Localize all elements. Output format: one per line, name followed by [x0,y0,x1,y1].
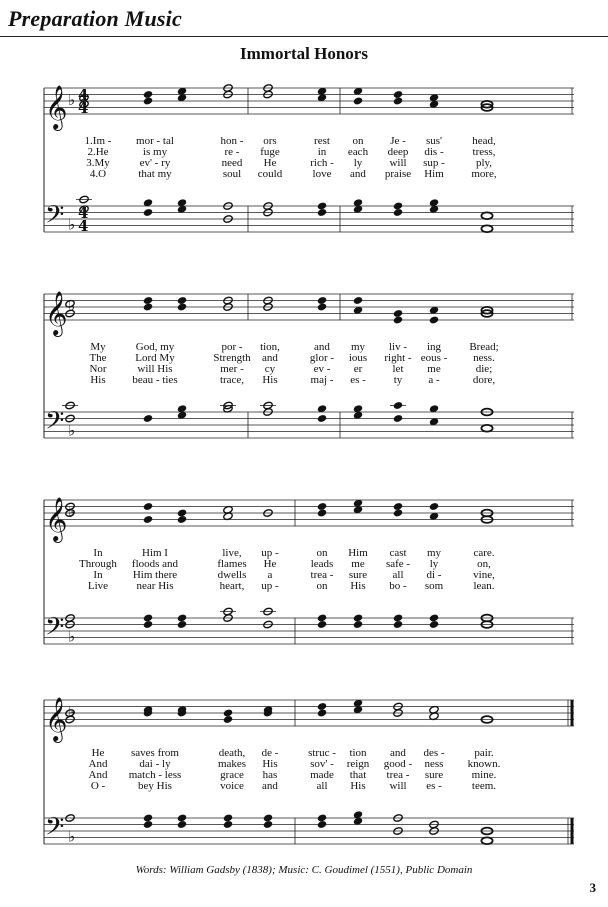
quarter-note-head [177,296,187,305]
quarter-note-head [429,315,439,324]
time-signature-top: 4 [78,86,89,104]
lyric-syllable: rest [314,135,330,147]
bass-clef-icon: 𝄢 [45,200,65,236]
lyric-syllable: His [350,780,366,792]
quarter-note-head [143,813,153,822]
lyric-syllable: fuge [260,146,280,158]
quarter-note-head [393,414,403,423]
quarter-note-head [177,302,187,311]
lyric-syllable: ious [348,352,368,364]
lyric-syllable: ness [424,758,444,770]
quarter-note-head [317,208,327,217]
quarter-note-head [143,208,153,217]
lyric-syllable: liv - [388,341,408,353]
lyric-syllable: could [257,168,283,180]
whole-note-head [481,225,492,232]
lyric-syllable: ev' - ry [139,157,171,169]
lyric-syllable: mor - tal [136,135,174,147]
quarter-note-head [353,620,363,629]
quarter-note-head [177,508,187,517]
lyric-syllable: leads [310,558,334,570]
key-signature-flat-icon: ♭ [68,297,76,315]
lyric-syllable: live, [222,547,242,559]
lyric-syllable: mer - [220,363,244,375]
quarter-note-head [143,302,153,311]
key-signature-flat-icon: ♭ [68,421,76,440]
lyric-syllable: that my [138,168,172,180]
lyric-syllable: bo - [389,580,407,592]
lyric-syllable: struc - [308,747,336,759]
quarter-note-head [393,90,403,99]
lyric-syllable: sus' [425,135,443,147]
lyric-syllable: His [262,758,278,770]
lyric-syllable: ply, [475,157,493,169]
lyric-syllable: In [93,569,103,581]
quarter-note-head [177,515,187,524]
lyric-syllable: sure [348,569,368,581]
lyric-syllable: reign [346,758,370,770]
lyric-syllable: near His [136,580,174,592]
lyric-syllable: and [262,780,278,792]
lyric-syllable: di - [426,569,442,581]
quarter-note-head [393,401,403,410]
key-signature-flat-icon: ♭ [68,503,76,521]
lyric-syllable: me [427,363,441,375]
lyric-syllable: Him I [142,547,168,559]
lyric-syllable: 4.O [89,168,107,180]
lyric-syllable: makes [217,758,247,770]
lyric-syllable: hon - [220,135,244,147]
lyric-syllable: heart, [219,580,245,592]
lyric-syllable: care. [473,547,495,559]
quarter-note-head [317,613,327,622]
footer-credit: Words: William Gadsby (1838); Music: C. Goudimel (1551), Public Domain [135,864,473,876]
lyric-syllable: saves from [131,747,179,759]
lyric-syllable: ors [263,135,277,147]
lyric-syllable: good - [383,758,413,770]
lyric-syllable: trea - [310,569,334,581]
lyric-syllable: 1.Im - [84,135,112,147]
lyric-syllable: His [90,374,106,386]
lyric-syllable: up - [261,580,279,592]
whole-note-head [481,425,492,432]
quarter-note-head [393,620,403,629]
quarter-note-head [143,96,153,105]
lyric-syllable: He [263,157,277,169]
lyric-syllable: known. [467,758,501,770]
quarter-note-head [263,813,273,822]
lyric-syllable: up - [261,547,279,559]
bass-clef-icon: 𝄢 [45,612,65,648]
lyric-syllable: vine, [473,569,495,581]
quarter-note-head [143,502,153,511]
page-header-title: Preparation Music [8,6,182,31]
lyric-syllable: Strength [213,352,251,364]
lyric-syllable: dai - ly [139,758,171,770]
lyric-syllable: sure [424,769,444,781]
quarter-note-head [429,620,439,629]
lyric-syllable: more, [471,168,497,180]
lyric-syllable: head, [472,135,496,147]
lyric-syllable: Him [424,168,444,180]
lyric-syllable: dis - [424,146,444,158]
lyric-syllable: and [390,747,406,759]
lyric-syllable: Live [87,580,109,592]
quarter-note-head [393,96,403,105]
treble-clef-icon: 𝄞 [45,497,68,541]
lyric-syllable: rich - [310,157,334,169]
lyric-syllable: cast [389,547,407,559]
lyric-syllable: soul [222,168,242,180]
quarter-note-head [393,508,403,517]
lyric-syllable: por - [221,341,243,353]
key-signature-flat-icon: ♭ [68,215,76,234]
lyric-syllable: er [353,363,363,375]
quarter-note-head [317,201,327,210]
lyric-syllable: in [317,146,327,158]
lyric-syllable: He [263,558,277,570]
quarter-note-head [317,508,327,517]
lyric-syllable: tion [349,747,367,759]
lyric-syllable: tion, [260,341,280,353]
lyric-syllable: and [314,341,330,353]
quarter-note-head [393,309,403,318]
quarter-note-head [317,296,327,305]
quarter-note-head [353,613,363,622]
key-signature-flat-icon: ♭ [68,703,76,721]
key-signature-flat-icon: ♭ [68,91,76,109]
lyric-syllable: trea - [386,769,410,781]
lyric-syllable: Through [79,558,117,570]
time-signature-bottom: 4 [78,217,89,235]
lyric-syllable: floods and [131,558,179,570]
lyric-syllable: glor - [309,352,335,364]
quarter-note-head [429,502,439,511]
lyric-syllable: a [267,569,273,581]
quarter-note-head [317,813,327,822]
lyric-syllable: love [312,168,332,180]
quarter-note-head [353,296,363,305]
lyric-syllable: beau - ties [132,374,178,386]
quarter-note-head [317,414,327,423]
lyric-syllable: will [389,780,407,792]
lyric-syllable: a - [428,374,440,386]
quarter-note-head [393,208,403,217]
lyric-syllable: His [350,580,366,592]
lyric-syllable: let [392,363,404,375]
lyric-syllable: 3.My [86,157,110,169]
quarter-note-head [177,620,187,629]
lyric-syllable: Nor [89,363,107,375]
lyric-syllable: on, [477,558,491,570]
quarter-note-head [223,820,233,829]
quarter-note-head [263,820,273,829]
quarter-note-head [143,613,153,622]
quarter-note-head [223,813,233,822]
lyric-syllable: bey His [138,780,172,792]
treble-clef-icon: 𝄞 [45,697,68,741]
lyric-syllable: on [316,547,328,559]
quarter-note-head [143,296,153,305]
lyric-syllable: right - [384,352,412,364]
lyric-syllable: on [316,580,328,592]
page-number: 3 [589,880,596,895]
time-signature-bottom: 4 [78,99,89,117]
lyric-syllable: es - [426,780,442,792]
lyric-syllable: And [88,758,108,770]
lyric-syllable: ing [426,341,442,353]
lyric-syllable: need [221,157,243,169]
lyric-syllable: Je - [390,135,406,147]
lyric-syllable: des - [423,747,445,759]
lyric-syllable: ev - [313,363,331,375]
bass-clef-icon: 𝄢 [45,812,65,848]
lyric-syllable: eous - [420,352,448,364]
treble-clef-icon: 𝄞 [45,85,68,129]
quarter-note-head [177,820,187,829]
lyric-syllable: flames [217,558,247,570]
quarter-note-head [143,820,153,829]
lyric-syllable: tress, [472,146,496,158]
lyric-syllable: ty [393,374,403,386]
treble-clef-icon: 𝄞 [45,291,68,335]
lyric-syllable: som [424,580,444,592]
quarter-note-head [393,315,403,324]
lyric-syllable: that [349,769,367,781]
lyric-syllable: trace, [219,374,245,386]
lyric-syllable: lean. [473,580,495,592]
quarter-note-head [429,613,439,622]
lyric-syllable: The [89,352,107,364]
lyric-syllable: deep [387,146,409,158]
quarter-note-head [317,820,327,829]
lyric-syllable: sov' - [310,758,334,770]
quarter-note-head [317,708,327,717]
lyric-syllable: dore, [472,374,496,386]
lyric-syllable: He [91,747,105,759]
lyric-syllable: grace [220,769,244,781]
quarter-note-head [223,708,233,717]
lyric-syllable: all [316,780,328,792]
lyric-syllable: me [351,558,365,570]
key-signature-flat-icon: ♭ [68,827,76,846]
lyric-syllable: dwells [217,569,247,581]
lyric-syllable: ness. [473,352,495,364]
lyric-syllable: praise [384,168,412,180]
lyric-syllable: pair. [474,747,494,759]
quarter-note-head [143,620,153,629]
lyric-syllable: die; [475,363,493,375]
quarter-note-head [393,613,403,622]
lyric-syllable: O - [90,780,106,792]
quarter-note-head [353,96,363,105]
lyric-syllable: ly [353,157,363,169]
whole-note-head [481,837,492,844]
lyric-syllable: God, my [135,341,175,353]
quarter-note-head [143,90,153,99]
lyric-syllable: and [350,168,366,180]
lyric-syllable: My [90,341,106,353]
lyric-syllable: sup - [423,157,445,169]
quarter-note-head [223,715,233,724]
quarter-note-head [317,302,327,311]
lyric-syllable: re - [224,146,240,158]
lyric-syllable: will [389,157,407,169]
lyric-syllable: In [93,547,103,559]
lyric-syllable: and [262,352,278,364]
lyric-syllable: ly [429,558,439,570]
time-signature-top: 4 [78,204,89,222]
lyric-syllable: maj - [310,374,334,386]
quarter-note-head [393,502,403,511]
quarter-note-head [393,201,403,210]
lyric-syllable: my [350,341,366,353]
lyric-syllable: will His [137,363,173,375]
lyric-syllable: all [392,569,404,581]
lyric-syllable: death, [218,747,246,759]
lyric-syllable: 2.He [87,146,109,158]
lyric-syllable: Bread; [469,341,499,353]
quarter-note-head [317,702,327,711]
hymn-title: Immortal Honors [240,44,368,63]
bass-clef-icon: 𝄢 [45,406,65,442]
quarter-note-head [177,613,187,622]
lyric-syllable: safe - [385,558,411,570]
lyric-syllable: cy [264,363,276,375]
lyric-syllable: has [262,769,278,781]
quarter-note-head [177,813,187,822]
key-signature-flat-icon: ♭ [68,627,76,646]
lyric-syllable: each [347,146,369,158]
lyric-syllable: de - [261,747,279,759]
lyric-syllable: made [310,769,334,781]
lyric-syllable: match - less [128,769,182,781]
quarter-note-head [143,414,153,423]
lyric-syllable: His [262,374,278,386]
lyric-syllable: es - [350,374,366,386]
lyric-syllable: is my [142,146,168,158]
lyric-syllable: And [88,769,108,781]
lyric-syllable: mine. [471,769,497,781]
quarter-note-head [317,502,327,511]
lyric-syllable: on [352,135,364,147]
lyric-syllable: Lord My [135,352,175,364]
lyric-syllable: voice [220,780,244,792]
quarter-note-head [143,515,153,524]
lyric-syllable: Him there [132,569,178,581]
lyric-syllable: teem. [471,780,497,792]
lyric-syllable: Him [348,547,368,559]
whole-note-head [481,212,492,219]
lyric-syllable: my [426,547,442,559]
quarter-note-head [317,620,327,629]
